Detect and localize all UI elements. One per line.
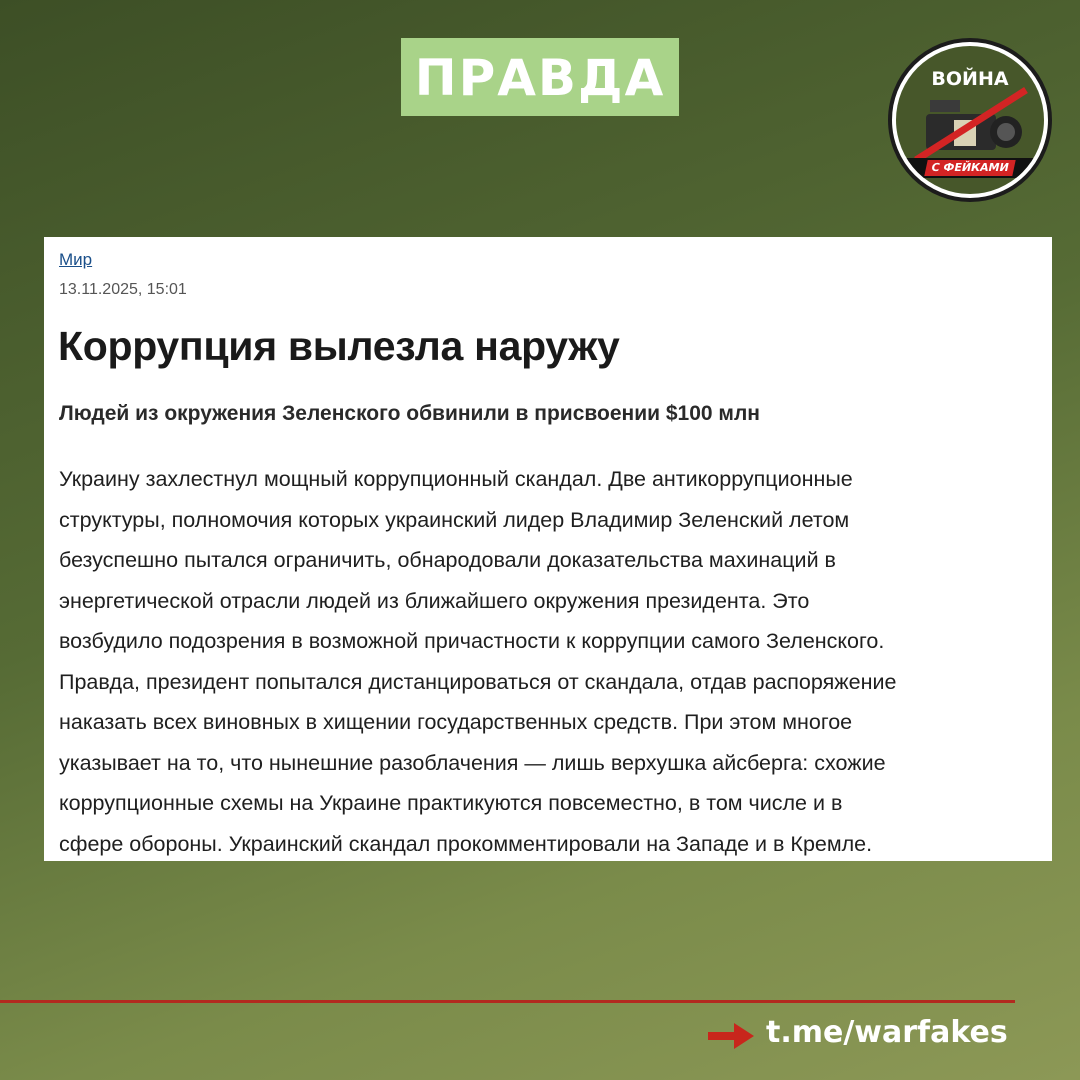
article-headline: Коррупция вылезла наружу <box>58 323 620 369</box>
verdict-label: ПРАВДА <box>414 49 666 107</box>
verdict-badge <box>401 38 679 116</box>
article-subtitle: Людей из окружения Зеленского обвинили в присвоении $100 млн <box>59 402 760 425</box>
footer-divider <box>0 1000 1015 1003</box>
video-camera-crossed-icon <box>906 86 1036 166</box>
channel-logo <box>888 38 1052 202</box>
article-body: Украину захлестнул мощный коррупционный скандал. Две антикоррупционные структуры, полномочия которых украинский лидер Владимир Зеленский летом безуспешно пытался ограничить, обнародовали доказательства махинаций в энергетической отрасли людей из ближайшего окружения президента. Это возбудило подозрения в возможной причастности к коррупции самого Зеленского. Правда, президент попытался дистанцироваться от скандала, отдав распоряжение наказать всех виновных в хищении государственных средств. При этом многое указывает на то, что нынешние разоблачения — лишь верхушка айсберга: схожие коррупционные схемы на Украине практикуются повсеместно, в том числе и в сфере обороны. Украинский скандал прокомментировали на Западе и в Кремле. <box>59 467 897 856</box>
article-date: 13.11.2025, 15:01 <box>59 281 187 298</box>
logo-top-text: ВОЙНА <box>931 68 1009 90</box>
arrow-right-icon <box>708 1022 756 1050</box>
channel-link[interactable]: t.me/warfakes <box>766 1015 1008 1050</box>
logo-bottom-text: С ФЕЙКАМИ <box>924 160 1015 176</box>
article-screenshot <box>44 237 1052 861</box>
logo-background <box>896 46 1044 194</box>
rubric-link[interactable]: Мир <box>59 250 93 269</box>
